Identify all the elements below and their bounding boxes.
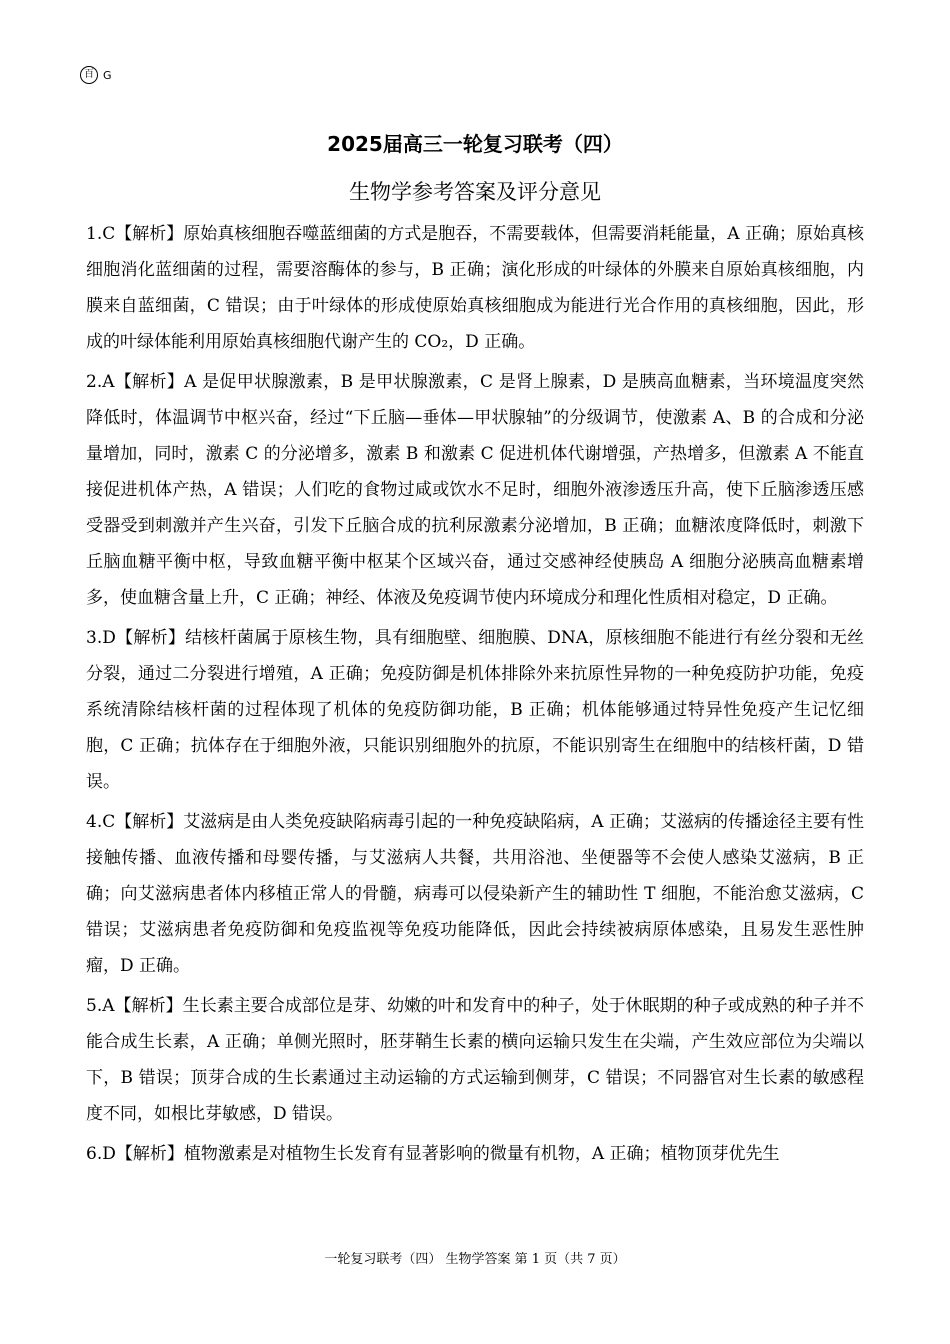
- logo-circle-icon: 百: [80, 66, 98, 84]
- answer-item: [86, 620, 864, 800]
- analysis-tag: 【解析】: [115, 628, 186, 648]
- answer-number: 1.C: [86, 224, 116, 244]
- answer-text: 结核杆菌属于原核生物，具有细胞壁、细胞膜、DNA，原核细胞不能进行有丝分裂和无丝分裂，通过二分裂进行增殖，A 正确；免疫防御是机体排除外来抗原性异物的一种免疫防护功能，免疫系统清除结核杆菌的过程体现了机体的免疫防御功能，B 正确；机体能够通过特异性免疫产生记忆细胞，C 正确；抗体存在于细胞外液，只能识别细胞外的抗原，不能识别寄生在细胞中的结核杆菌，D 错误。: [86, 628, 864, 792]
- answer-item: [86, 364, 864, 616]
- answer-item: [86, 804, 864, 984]
- document-title: 2025届高三一轮复习联考（四）: [327, 132, 623, 156]
- logo-letter: G: [103, 68, 112, 82]
- answer-item: [86, 216, 864, 360]
- page-footer: 一轮复习联考（四） 生物学答案 第 1 页（共 7 页）: [324, 1252, 626, 1267]
- answer-number: 5.A: [86, 996, 115, 1016]
- answer-text: A 是促甲状腺激素，B 是甲状腺激素，C 是肾上腺素，D 是胰高血糖素，当环境温度突然降低时，体温调节中枢兴奋，经过“下丘脑—垂体—甲状腺轴”的分级调节，使激素 A、B 的合成和分泌量增加，同时，激素 C 的分泌增多，激素 B 和激素 C 促进机体代谢增强，产热增多，但激素 A 不能直接促进机体产热，A 错误；人们吃的食物过咸或饮水不足时，细胞外液渗透压升高，使下丘脑渗透压感受器受到刺激并产生兴奋，引发下丘脑合成的抗利尿激素分泌增加，B 正确；血糖浓度降低时，刺激下丘脑血糖平衡中枢，导致血糖平衡中枢某个区域兴奋，通过交感神经使胰岛 A 细胞分泌胰高血糖素增多，使血糖含量上升，C 正确；神经、体液及免疫调节使内环境成分和理化性质相对稳定，D 正确。: [86, 372, 865, 608]
- answer-text: 艾滋病是由人类免疫缺陷病毒引起的一种免疫缺陷病，A 正确；艾滋病的传播途径主要有性接触传播、血液传播和母婴传播，与艾滋病人共餐，共用浴池、坐便器等不会使人感染艾滋病，B 正确；向艾滋病患者体内移植正常人的骨髓，病毒可以侵染新产生的辅助性 T 细胞，不能治愈艾滋病，C 错误；艾滋病患者免疫防御和免疫监视等免疫功能降低，因此会持续被病原体感染，且易发生恶性肿瘤，D 正确。: [86, 812, 864, 976]
- document-subtitle: 生物学参考答案及评分意见: [349, 180, 601, 204]
- answer-text: 生长素主要合成部位是芽、幼嫩的叶和发育中的种子，处于休眠期的种子或成熟的种子并不能合成生长素，A 正确；单侧光照时，胚芽鞘生长素的横向运输只发生在尖端，产生效应部位为尖端以下，B 错误；顶芽合成的生长素通过主动运输的方式运输到侧芽，C 错误；不同器官对生长素的敏感程度不同，如根比芽敏感，D 错误。: [86, 996, 864, 1124]
- analysis-tag: 【解析】: [114, 996, 183, 1016]
- answer-number: 3.D: [86, 628, 116, 648]
- brand-logo: [80, 66, 112, 84]
- analysis-tag: 【解析】: [114, 372, 185, 392]
- answer-item: [86, 1136, 864, 1172]
- answer-text: 植物激素是对植物生长发育有显著影响的微量有机物，A 正确；植物顶芽优先生: [183, 1144, 780, 1164]
- analysis-tag: 【解析】: [115, 1144, 184, 1164]
- answer-number: 2.A: [86, 372, 115, 392]
- answer-number: 6.D: [86, 1144, 116, 1164]
- analysis-tag: 【解析】: [115, 224, 184, 244]
- answer-list: [86, 216, 864, 1176]
- analysis-tag: 【解析】: [115, 812, 184, 832]
- answer-item: [86, 988, 864, 1132]
- answer-number: 4.C: [86, 812, 116, 832]
- answer-text: 原始真核细胞吞噬蓝细菌的方式是胞吞，不需要载体，但需要消耗能量，A 正确；原始真核细胞消化蓝细菌的过程，需要溶酶体的参与，B 正确；演化形成的叶绿体的外膜来自原始真核细胞，内膜来自蓝细菌，C 错误；由于叶绿体的形成使原始真核细胞成为能进行光合作用的真核细胞，因此，形成的叶绿体能利用原始真核细胞代谢产生的 CO₂，D 正确。: [86, 224, 864, 352]
